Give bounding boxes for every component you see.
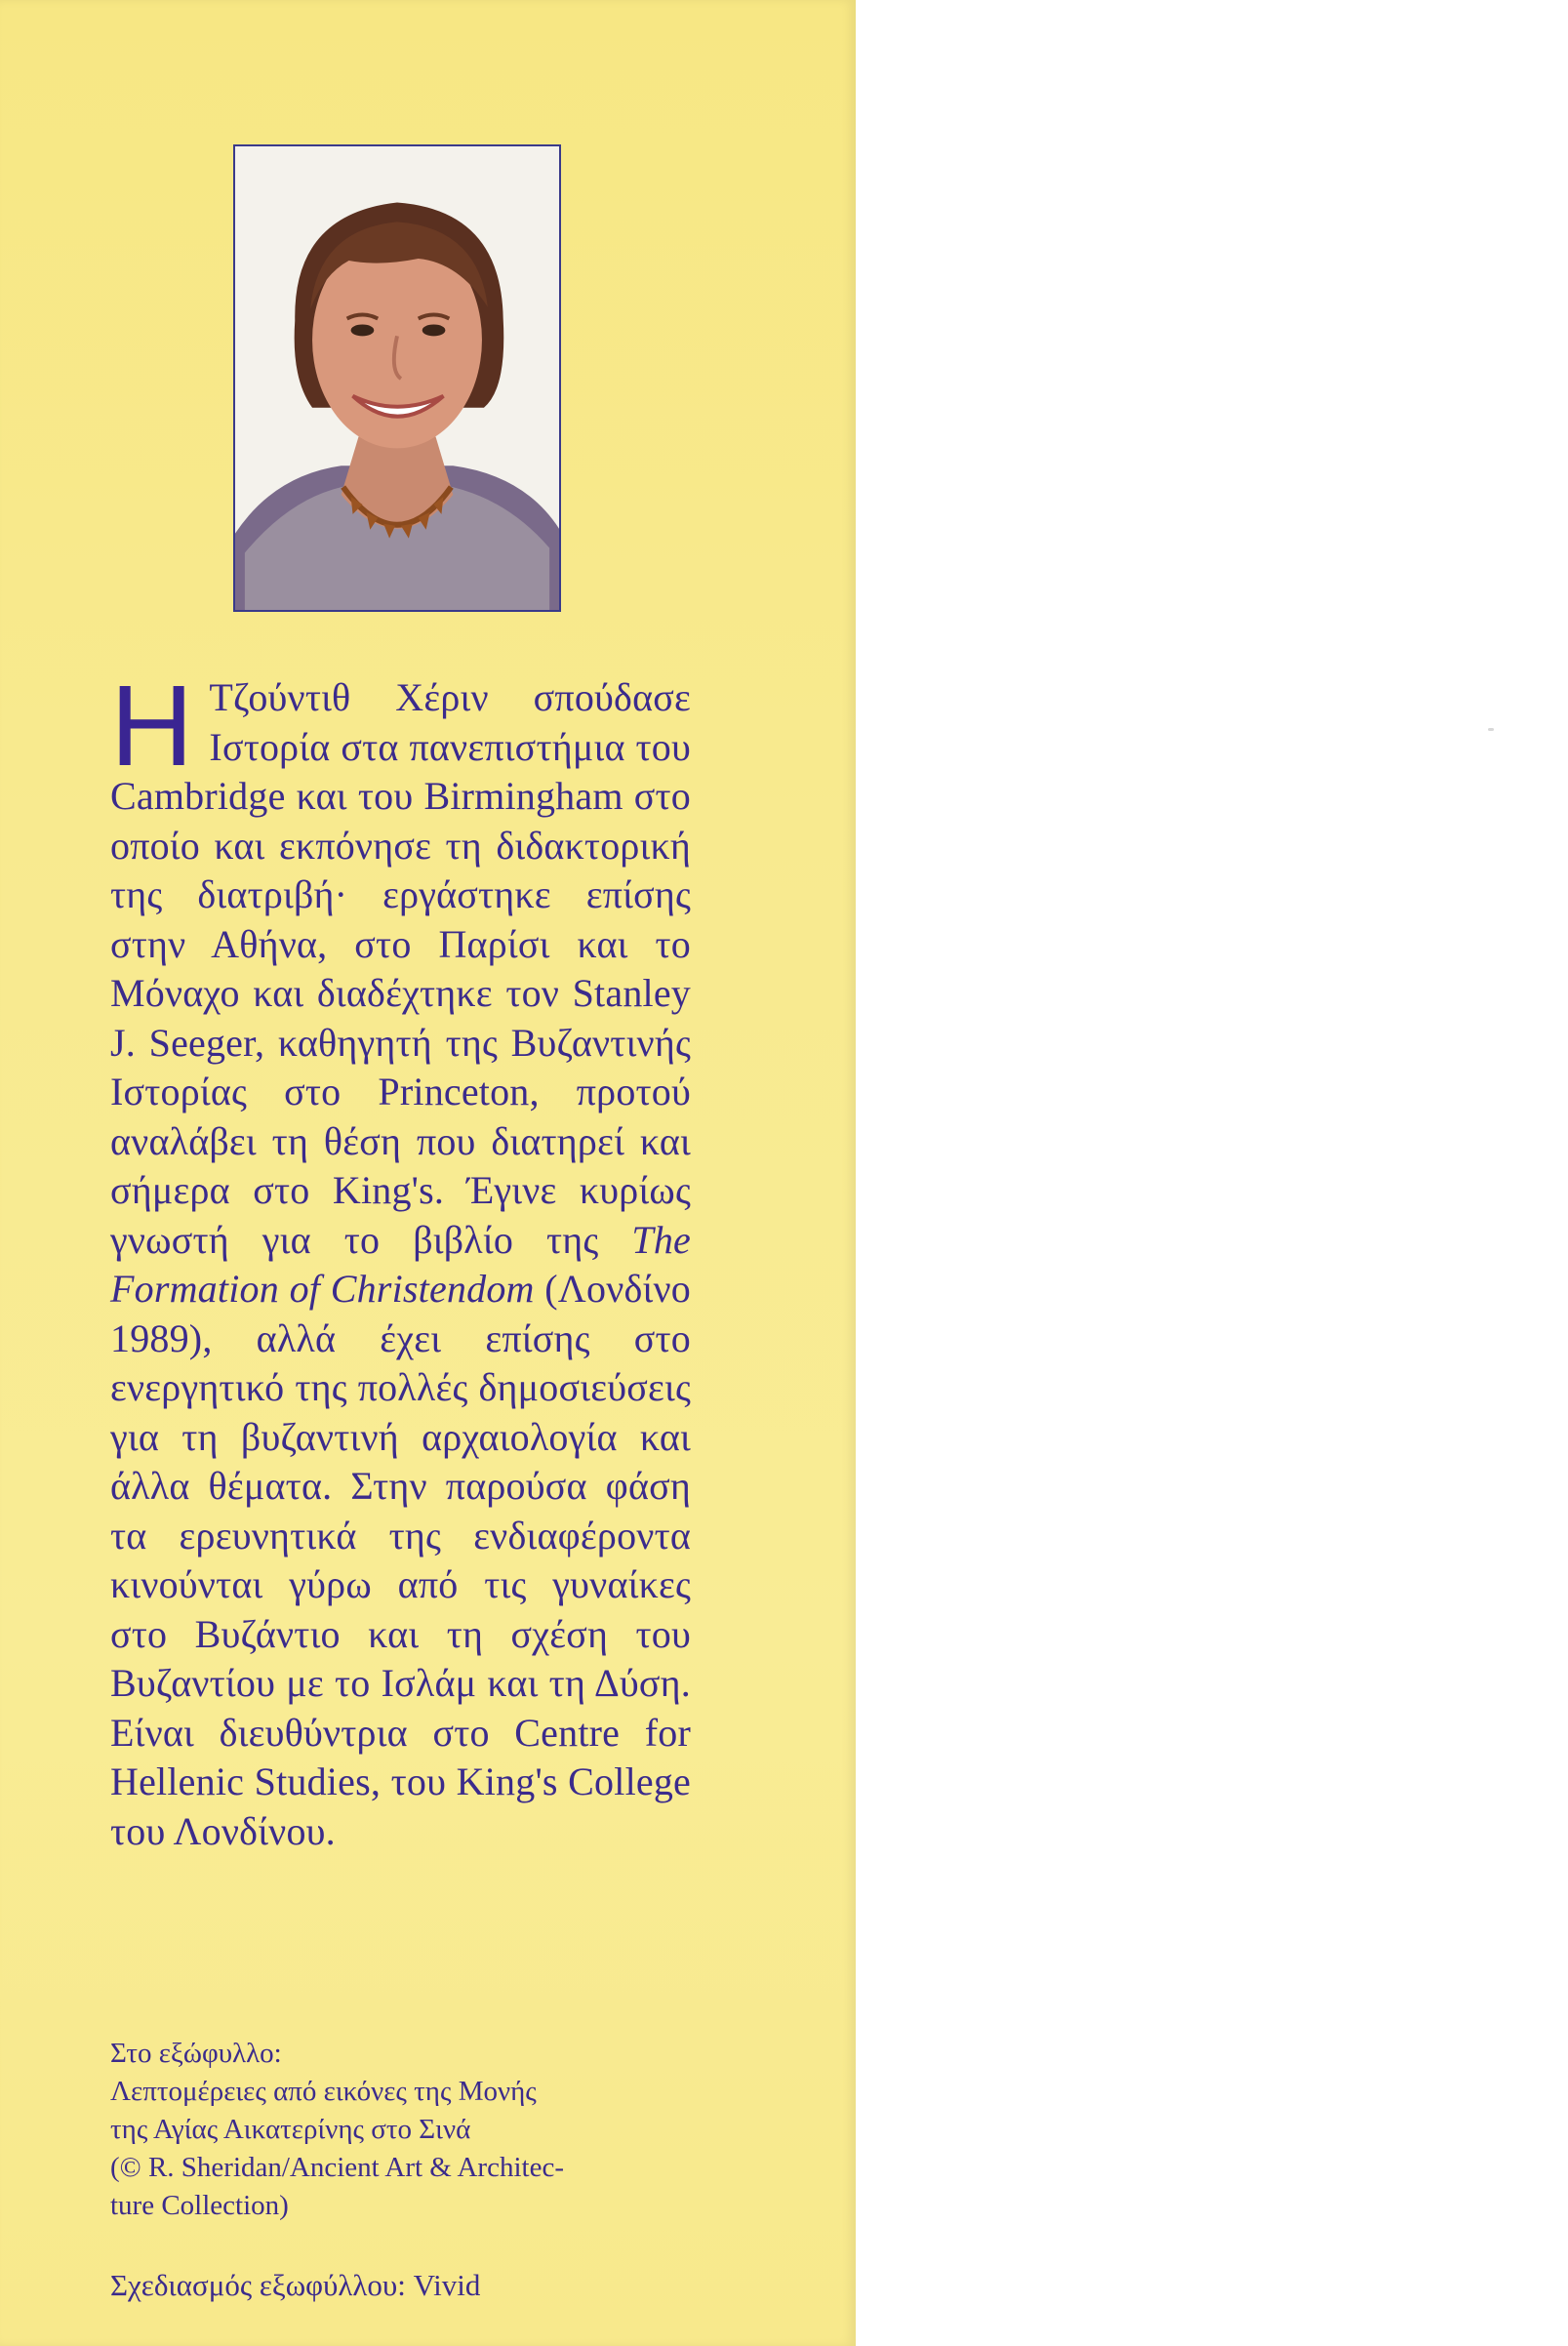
cover-credits-line: Λεπτομέρειες από εικόνες της Μονής [110, 2076, 537, 2107]
cover-credits [110, 2035, 696, 2225]
design-credit: Σχεδιασμός εξωφύλλου: Vivid [110, 2268, 481, 2302]
bio-text-part1: Τζούντιθ Χέριν σπούδασε Ιστορία στα πανεπιστήμια του Cambridge και του Birmingham στο οποίο και εκπόνησε τη διδακτορική της διατριβή· εργάστηκε επίσης στην Αθήνα, στο Παρίσι και το Μόναχο και διαδέχτηκε τον Stanley J. Seeger, καθηγητή της Βυζαντινής Ιστορίας στο Princeton, προτού αναλάβει τη θέση που διατηρεί και σήμερα στο King's. Έγινε κυρίως γνωστή για το βιβλίο της [110, 675, 691, 1262]
scan-speck [1488, 728, 1494, 731]
author-photo [233, 144, 561, 612]
cover-credits-line: ture Collection) [110, 2190, 289, 2221]
author-biography [110, 662, 691, 1856]
book-title: The Formation of Christendom [110, 1217, 691, 1311]
cover-credits-line: (© R. Sheridan/Ancient Art & Architec- [110, 2152, 564, 2183]
cover-credits-heading: Στο εξώφυλλο: [110, 2038, 282, 2069]
cover-credits-line: της Αγίας Αικατερίνης στο Σινά [110, 2114, 471, 2145]
drop-cap: Η [110, 662, 194, 790]
author-portrait-image [235, 146, 559, 610]
bio-text-part2: (Λονδίνο 1989), αλλά έχει επίσης στο ενεργητικό της πολλές δημοσιεύσεις για τη βυζαντινή αρχαιολογία και άλλα θέματα. Στην παρούσα φάση τα ερευνητικά της ενδιαφέροντα κινούνται γύρω από τις γυναίκες στο Βυζάντιο και τη σχέση του Βυζαντίου με το Ισλάμ και τη Δύση. Είναι διευθύντρια στο Centre for Hellenic Studies, του King's College του Λονδίνου. [110, 1267, 691, 1853]
